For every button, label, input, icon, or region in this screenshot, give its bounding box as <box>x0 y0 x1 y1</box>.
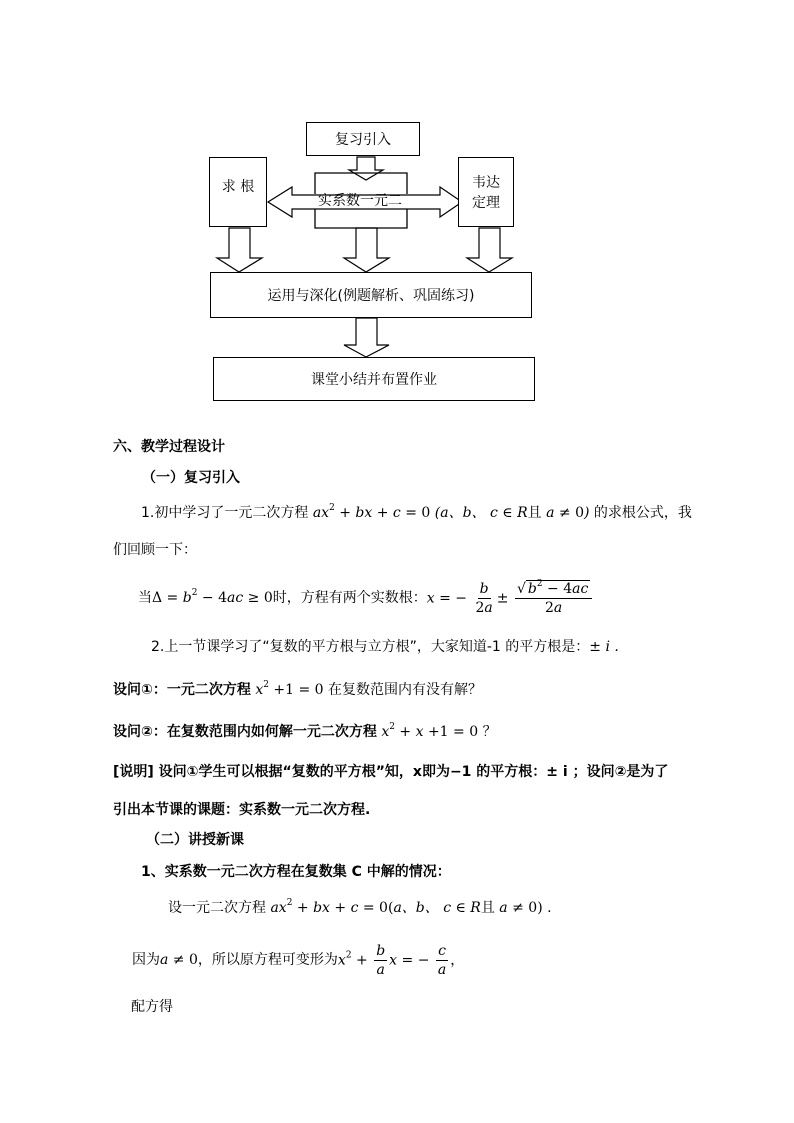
real-coef-label: 实系数一元二 <box>318 193 402 209</box>
set-prefix: 设一元二次方程 <box>168 900 266 916</box>
because-line <box>132 940 464 980</box>
root-formula: x = − $\frac{b}{2a}$ ± $\frac{√ b^2 - 4ac}{2a}$ <box>427 580 595 617</box>
paragraph-2 <box>138 578 594 618</box>
note-line-1: [说明] 设问①学生可以根据“复数的平方根”知，x即为−1 的平方根：± i ；设问②是为了 <box>113 764 669 780</box>
q1-tail: 在复数范围内有没有解？ <box>328 682 483 698</box>
subheading-review: （一）复习引入 <box>142 470 240 486</box>
p2-prefix: 当 <box>138 590 152 606</box>
p3-end: ± i . <box>589 639 619 655</box>
vieta-label-1: 韦达 <box>472 175 500 191</box>
set-equation-line <box>168 898 552 918</box>
review-intro-box <box>306 122 420 156</box>
summary-box <box>213 357 535 401</box>
q2-tail: ？ <box>482 724 497 740</box>
vieta-box <box>458 157 514 227</box>
apply-box <box>210 272 532 318</box>
p1-suffix: 的求根公式，我 <box>593 505 692 521</box>
apply-label: 运用与深化(例题解析、巩固练习) <box>267 288 475 304</box>
paragraph-1-cont: 们回顾一下： <box>113 542 197 558</box>
arrow-right-down <box>467 228 512 272</box>
arrow-center-down <box>344 228 389 272</box>
q2-label: 设问②：在复数范围内如何解一元二次方程 <box>113 724 377 740</box>
find-root-label: 求 根 <box>221 179 255 195</box>
summary-label: 课堂小结并布置作业 <box>311 372 437 388</box>
q1-equation: $x^2 +1 = 0$ <box>255 680 324 698</box>
because-mid: ，所以原方程可变形为 <box>197 952 338 968</box>
transformed-equation: $x^2$ + $\frac{b}{a}$ x = − $\frac{c}{a}$ ， <box>337 942 465 978</box>
paragraph-1 <box>141 503 692 523</box>
p2-mid: 时，方程有两个实数根： <box>272 590 427 606</box>
set-equation: $ax^2$ + bx + c = 0(a、b、 c ∈ R且 a ≠ 0) . <box>270 898 552 916</box>
real-coef-border <box>314 172 408 229</box>
section-heading: 六、教学过程设计 <box>113 439 225 455</box>
item-1: 1、实系数一元二次方程在复数集 C 中解的情况： <box>141 864 451 880</box>
vieta-label-2: 定理 <box>472 195 500 211</box>
because-prefix: 因为 <box>132 952 160 968</box>
review-intro-label: 复习引入 <box>335 132 391 148</box>
p1-prefix: 1.初中学习了一元二次方程 <box>141 505 309 521</box>
quadratic-equation: $ax^2$ + bx + c = 0 (a、b、 c ∈ R且 a ≠ 0) <box>312 503 590 521</box>
subheading-new-lesson: （二）讲授新课 <box>146 832 244 848</box>
arrow-left-down <box>217 228 262 272</box>
question-2 <box>113 722 497 742</box>
question-1 <box>113 680 482 700</box>
complete-square: 配方得 <box>131 999 173 1015</box>
find-root-box <box>209 157 267 227</box>
p3-text: 2.上一节课学习了“复数的平方根与立方根”，大家知道-1 的平方根是： <box>151 639 590 655</box>
note-line-2: 引出本节课的课题：实系数一元二次方程. <box>113 802 371 818</box>
q1-label: 设问①：一元二次方程 <box>113 682 251 698</box>
arrow-apply-down <box>344 318 389 357</box>
paragraph-3 <box>151 637 619 657</box>
discriminant: $\Delta = b^2 - 4ac \ge 0$ <box>152 588 273 606</box>
q2-equation: $x^2 + x +1 = 0$ <box>381 722 479 740</box>
a-nonzero: a ≠ 0 <box>160 952 198 968</box>
